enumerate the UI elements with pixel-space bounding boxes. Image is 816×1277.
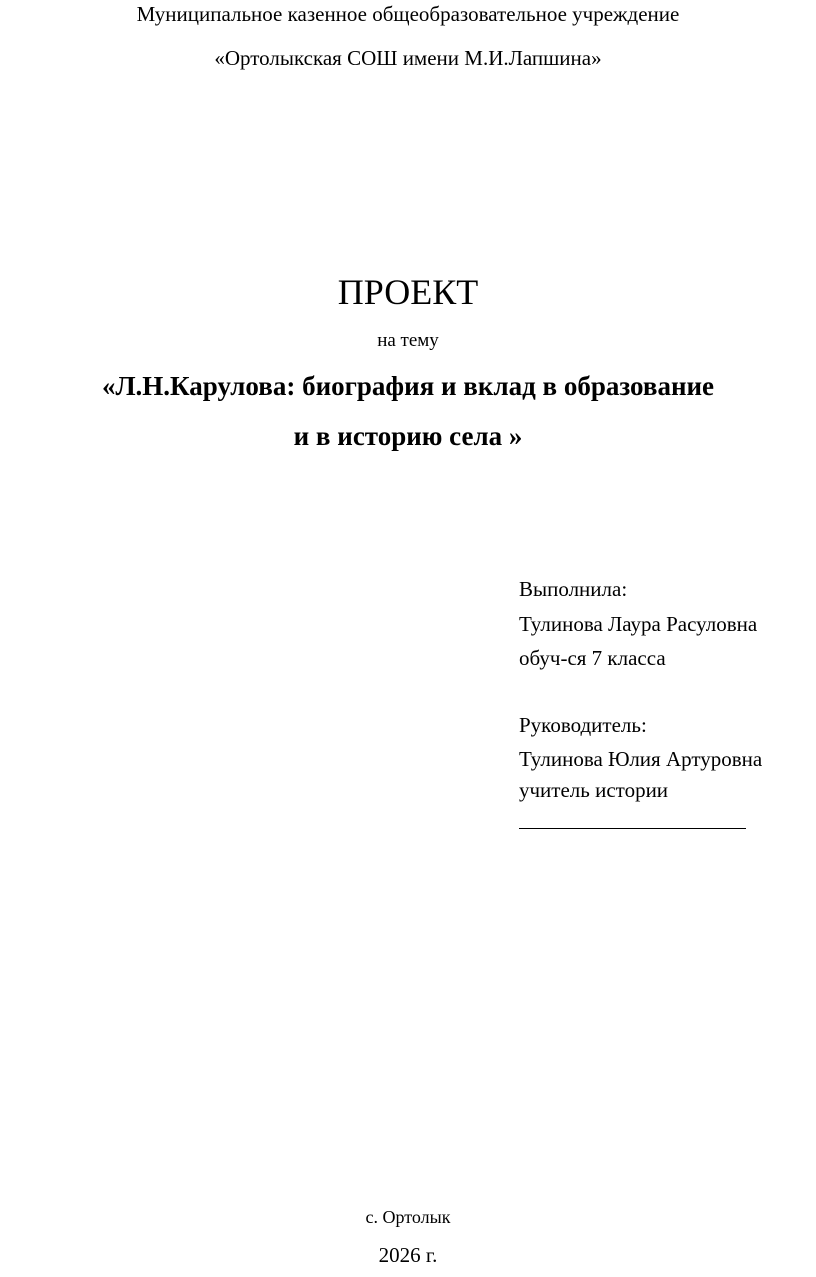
- author-label: Выполнила:: [519, 577, 628, 601]
- author-grade: обуч-ся 7 класса: [519, 646, 666, 670]
- author-name: Тулинова Лаура Расуловна: [519, 612, 758, 636]
- place-name: с. Ортолык: [365, 1207, 451, 1227]
- supervisor-label: Руководитель:: [519, 713, 647, 737]
- year: 2026 г.: [378, 1243, 438, 1267]
- project-heading: ПРОЕКТ: [337, 272, 479, 312]
- institution-name-line2: «Ортолыкская СОШ имени М.И.Лапшина»: [214, 46, 602, 70]
- supervisor-position: учитель истории: [519, 778, 669, 802]
- supervisor-name: Тулинова Юлия Артуровна: [519, 747, 763, 771]
- topic-label: на тему: [377, 330, 439, 351]
- topic-title-line2: и в историю села »: [293, 421, 523, 451]
- institution-name-line1: Муниципальное казенное общеобразовательное учреждение: [136, 2, 680, 26]
- topic-title-line1: «Л.Н.Карулова: биография и вклад в образование: [101, 371, 715, 401]
- signature-line: [519, 828, 746, 829]
